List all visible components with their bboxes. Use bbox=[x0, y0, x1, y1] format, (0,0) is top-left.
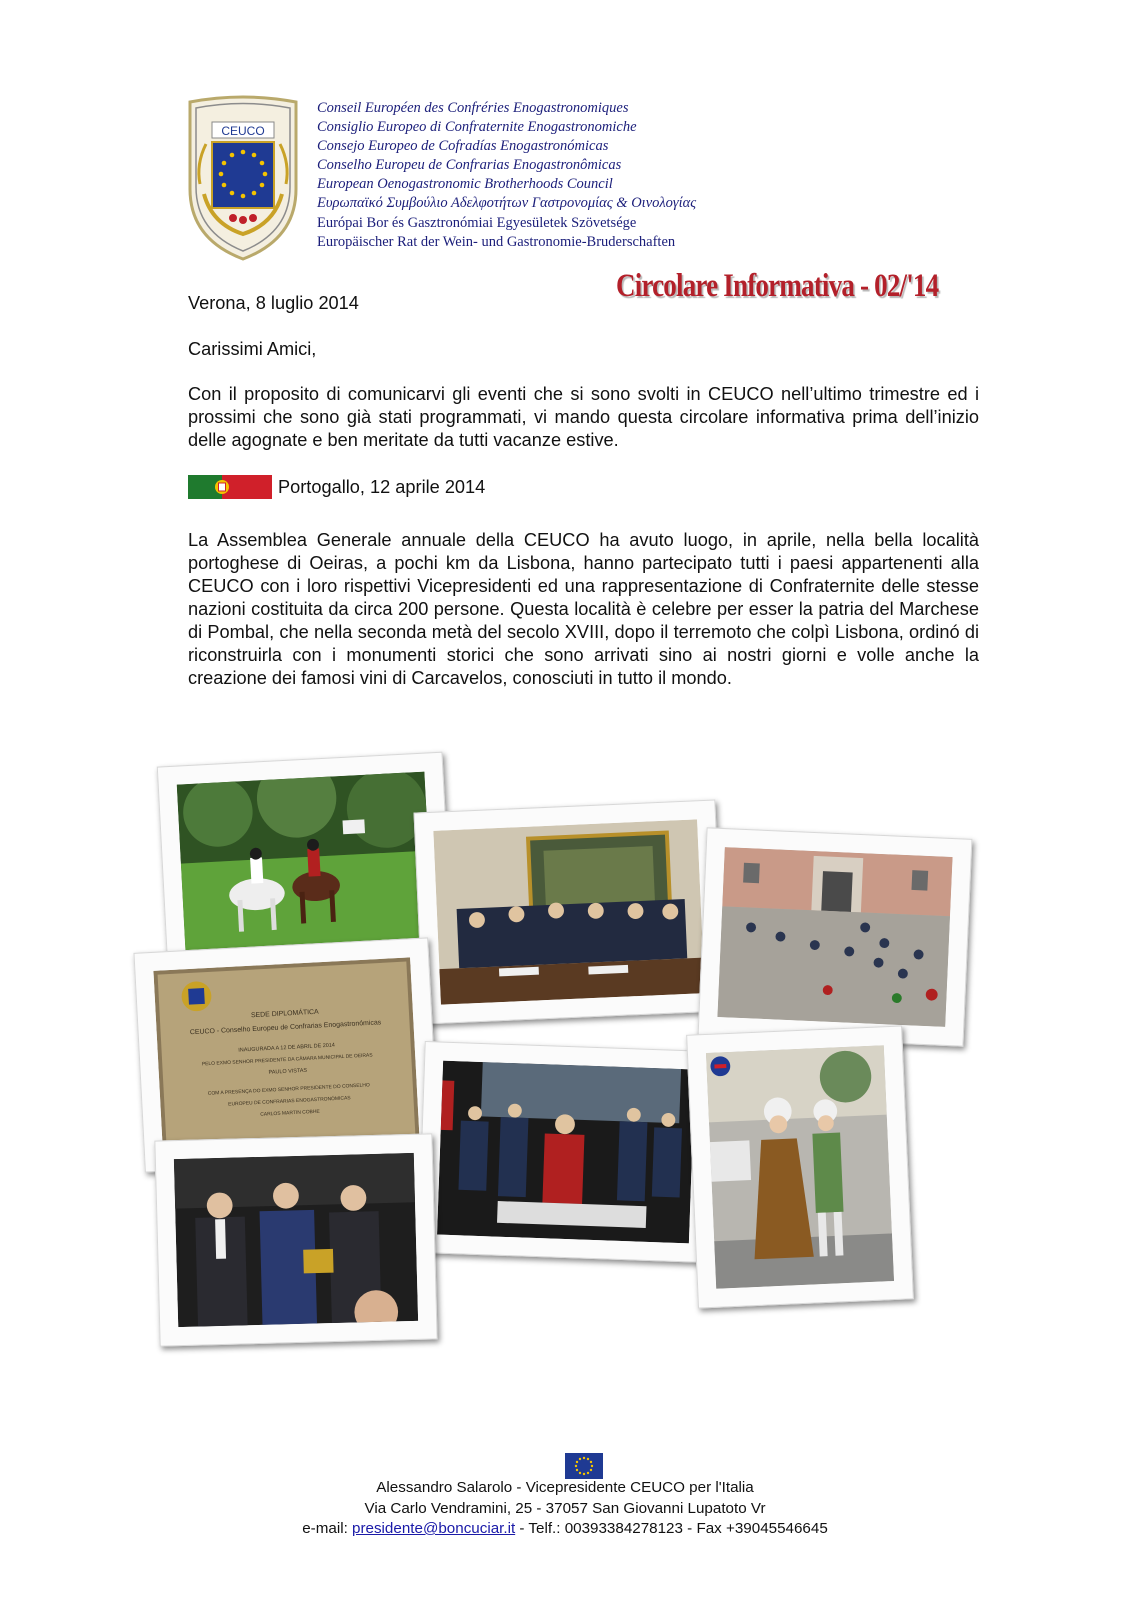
intro-paragraph: Con il proposito di comunicarvi gli eventi che si sono svolti in CEUCO nell’ultimo trimestre ed i prossimi che sono già stati programmati, vi mando questa circolare informativa prima dell’inizio delle agognate e ben meritate da tutti vacanze estive. bbox=[188, 384, 979, 450]
footer-address-line: Via Carlo Vendramini, 25 - 37057 San Giovanni Lupatoto Vr bbox=[364, 1499, 766, 1517]
portugal-flag-icon bbox=[188, 475, 272, 499]
photo-courtyard-parade bbox=[698, 827, 973, 1046]
photo-award-presentation bbox=[154, 1133, 437, 1346]
council-name-en: European Oenogastronomic Brotherhoods Council bbox=[317, 176, 613, 193]
eu-flag-icon bbox=[565, 1453, 603, 1479]
event-title: Portogallo, 12 aprile 2014 bbox=[278, 476, 486, 497]
circular-title: Circolare Informativa - 02/'14 bbox=[616, 268, 939, 304]
footer-name-line: Alessandro Salarolo - Vicepresidente CEUCO per l'Italia bbox=[376, 1479, 754, 1496]
council-name-es: Consejo Europeo de Cofradías Enogastronómicas bbox=[317, 138, 609, 155]
plaque-line-3: INAUGURADA A 12 DE ABRIL DE 2014 bbox=[238, 1042, 336, 1054]
photo-meeting-room bbox=[414, 800, 725, 1025]
photo-signing-ceremony bbox=[417, 1041, 714, 1263]
photo-costumed-couple bbox=[686, 1025, 914, 1308]
logo-text: CEUCO bbox=[221, 124, 265, 138]
council-name-pt: Conselho Europeu de Confrarias Enogastronômicas bbox=[317, 157, 622, 174]
ceuco-logo bbox=[182, 94, 304, 264]
plaque-line-2: CEUCO - Conselho Europeu de Confrarias Enogastronómicas bbox=[189, 1019, 382, 1037]
event-heading bbox=[188, 474, 485, 500]
council-name-hu: Európai Bor és Gasztronómiai Egyesületek Szövetsége bbox=[317, 214, 637, 231]
plaque-line-7: EUROPEU DE CONFRARIAS ENOGASTRONÓMICAS bbox=[228, 1096, 351, 1108]
plaque-line-4: PELO EXMO SENHOR PRESIDENTE DA CÂMARA MUNICIPAL DE OEIRAS bbox=[201, 1053, 373, 1068]
plaque-line-6: COM A PRESENÇA DO EXMO SENHOR PRESIDENTE DO CONSELHO bbox=[207, 1083, 370, 1097]
event-paragraph: La Assemblea Generale annuale della CEUCO ha avuto luogo, in aprile, nella bella località portoghese di Oeiras, a pochi km da Lisbona, hanno partecipato tutti i paesi appartenenti alla CEUCO con i loro rispettivi Vicepresidenti ed una rappresentazione di Confraternite delle stesse nazioni costituita da circa 200 persone. Questa località è celebre per esser la patria del Marchese di Pombal, che nella seconda metà del secolo XVIII, dopo il terremoto che colpì Lisbona, ordinó di riconstruirla con i monumenti storici che sono arrivati sino ai nostri giorni e volle anche la creazione dei famosi vini di Carcavelos, conosciuti in tutto il mondo. bbox=[188, 530, 979, 688]
footer-contact bbox=[0, 1478, 1130, 1540]
council-name-it: Consiglio Europeo di Confraternite Enogastronomiche bbox=[317, 119, 637, 136]
plaque-line-1: SEDE DIPLOMÁTICA bbox=[250, 1008, 319, 1020]
council-name-de: Europäischer Rat der Wein- und Gastronomie-Bruderschaften bbox=[317, 233, 676, 250]
email-link[interactable]: presidente@boncuciar.it bbox=[352, 1520, 516, 1537]
plaque-line-8: CARLOS MARTIN COBHE bbox=[260, 1109, 320, 1118]
phone-fax: - Telf.: 00393384278123 - Fax +39045546645 bbox=[515, 1520, 828, 1537]
letter-date: Verona, 8 luglio 2014 bbox=[188, 293, 359, 313]
council-name-fr: Conseil Européen des Confréries Enogastronomiques bbox=[317, 100, 629, 116]
letter-salutation: Carissimi Amici, bbox=[188, 339, 317, 359]
plaque-line-5: PAULO VISTAS bbox=[268, 1067, 308, 1076]
council-names bbox=[317, 99, 877, 252]
footer-contact-line bbox=[0, 1519, 1130, 1540]
email-label: e-mail: bbox=[302, 1520, 353, 1537]
council-name-el: Ευρωπαϊκό Συμβούλιο Αδελφοτήτων Γαστρονομίας & Οινολογίας bbox=[317, 195, 697, 212]
